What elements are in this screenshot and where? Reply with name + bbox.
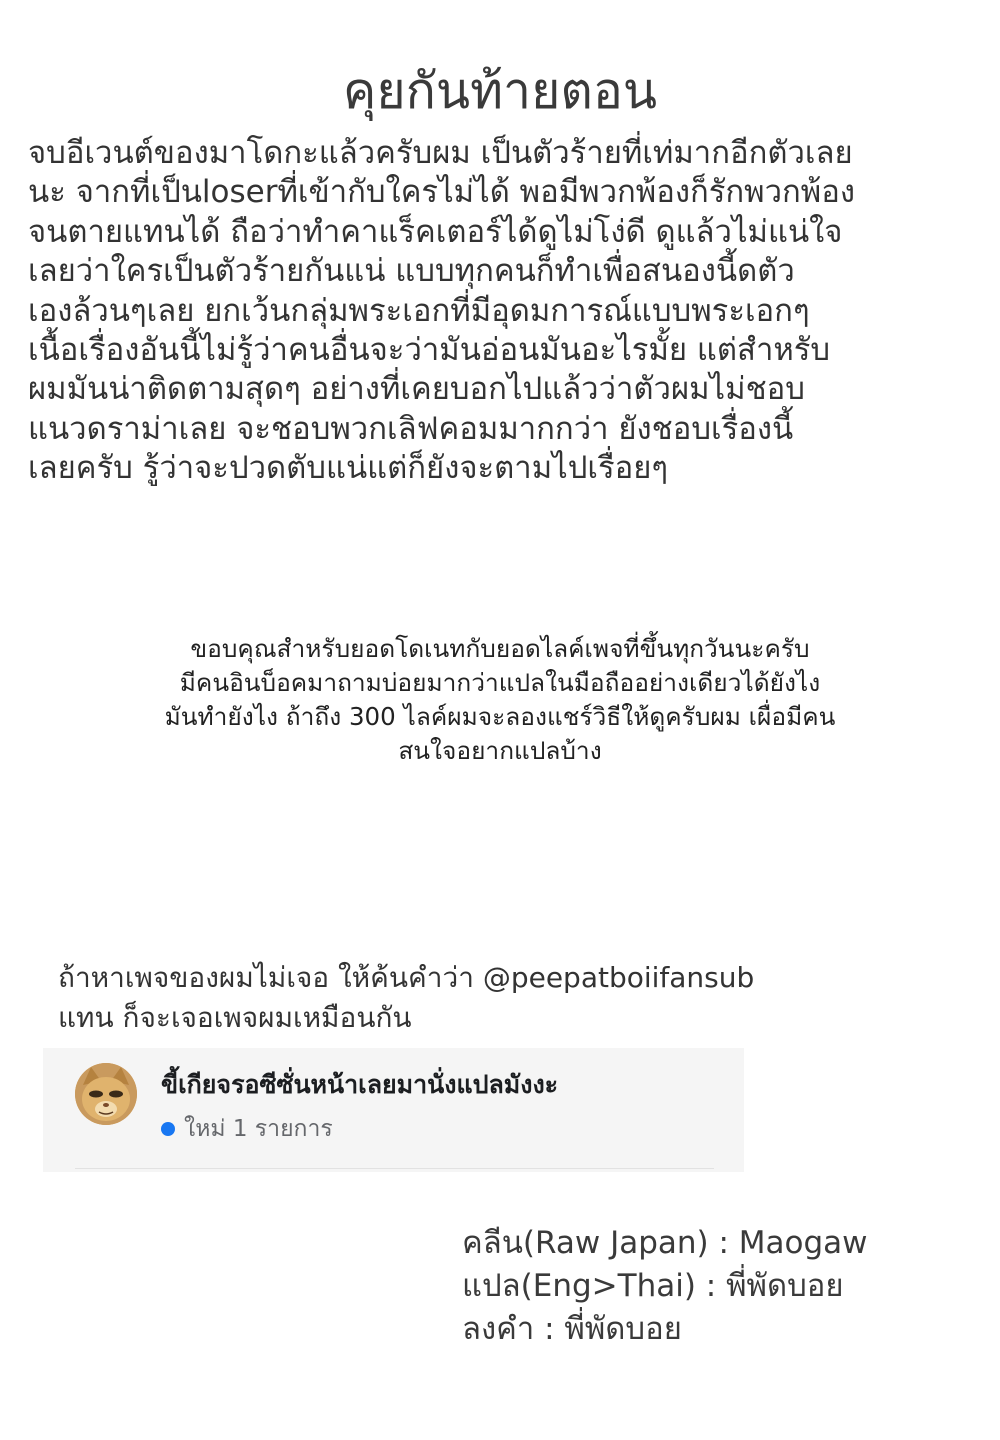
paragraph-line: ผมมันน่าติดตามสุดๆ อย่างที่เคยบอกไปแล้วว่าตัวผมไม่ชอบ	[28, 371, 805, 408]
paragraph-line: เลยครับ รู้ว่าจะปวดตับแน่แต่ก็ยังจะตามไปเรื่อยๆ	[28, 450, 669, 487]
credits	[462, 1222, 982, 1351]
facebook-page-card[interactable]	[43, 1048, 744, 1172]
search-note-line: ถ้าหาเพจของผมไม่เจอ ให้ค้นคำว่า @peepatboiifansub	[58, 961, 755, 994]
thanks-line: มีคนอินบ็อคมาถามบ่อยมากว่าแปลในมือถืออย่างเดียวได้ยังไง	[179, 668, 821, 697]
new-items-label: ใหม่ 1 รายการ	[184, 1116, 333, 1142]
thanks-line: ขอบคุณสำหรับยอดโดเนทกับยอดไลค์เพจที่ขึ้นทุกวันนะครับ	[190, 634, 810, 663]
paragraph-line: เลยว่าใครเป็นตัวร้ายกันแน่ แบบทุกคนก็ทำเพื่อสนองนี้ดตัว	[28, 253, 795, 290]
new-dot-icon	[161, 1122, 175, 1136]
paragraph-line: นะ จากที่เป็นloserที่เข้ากับใครไม่ได้ พอมีพวกพ้องก็รักพวกพ้อง	[28, 174, 855, 211]
thanks-line: สนใจอยากแปลบ้าง	[398, 736, 602, 765]
credit-line: คลีน(Raw Japan) : Maogaw	[462, 1225, 868, 1261]
credit-line: ลงคำ : พี่พัดบอย	[462, 1311, 682, 1347]
cat-avatar-icon[interactable]	[75, 1063, 137, 1125]
paragraph-line: แนวดราม่าเลย จะชอบพวกเลิฟคอมมากกว่า ยังชอบเรื่องนี้	[28, 410, 794, 447]
new-items-row[interactable]	[161, 1114, 333, 1144]
page-title: คุยกันท้ายตอน	[342, 62, 658, 120]
page-name-link[interactable]: ขี้เกียจรอซีซั่นหน้าเลยมานั่งแปลมังงะ	[161, 1070, 559, 1099]
thanks-message	[0, 632, 1000, 768]
thanks-line: มันทำยังไง ถ้าถึง 300 ไลค์ผมจะลองแชร์วิธีให้ดูครับผม เผื่อมีคน	[164, 702, 836, 731]
card-divider	[75, 1168, 714, 1169]
search-note-line: แทน ก็จะเจอเพจผมเหมือนกัน	[58, 1001, 412, 1034]
paragraph-line: เองล้วนๆเลย ยกเว้นกลุ่มพระเอกที่มีอุดมการณ์แบบพระเอกๆ	[28, 292, 810, 329]
credit-line: แปล(Eng>Thai) : พี่พัดบอย	[462, 1268, 844, 1304]
paragraph-line: เนื้อเรื่องอันนี้ไม่รู้ว่าคนอื่นจะว่ามันอ่อนมันอะไรมั้ย แต่สำหรับ	[28, 332, 831, 369]
paragraph-line: จนตายแทนได้ ถือว่าทำคาแร็คเตอร์ได้ดูไม่โง่ดี ดูแล้วไม่แน่ใจ	[28, 213, 843, 250]
search-note	[58, 958, 958, 1038]
afterword-paragraph	[28, 134, 978, 489]
paragraph-line: จบอีเวนต์ของมาโดกะแล้วครับผม เป็นตัวร้ายที่เท่มากอีกตัวเลย	[28, 135, 853, 171]
